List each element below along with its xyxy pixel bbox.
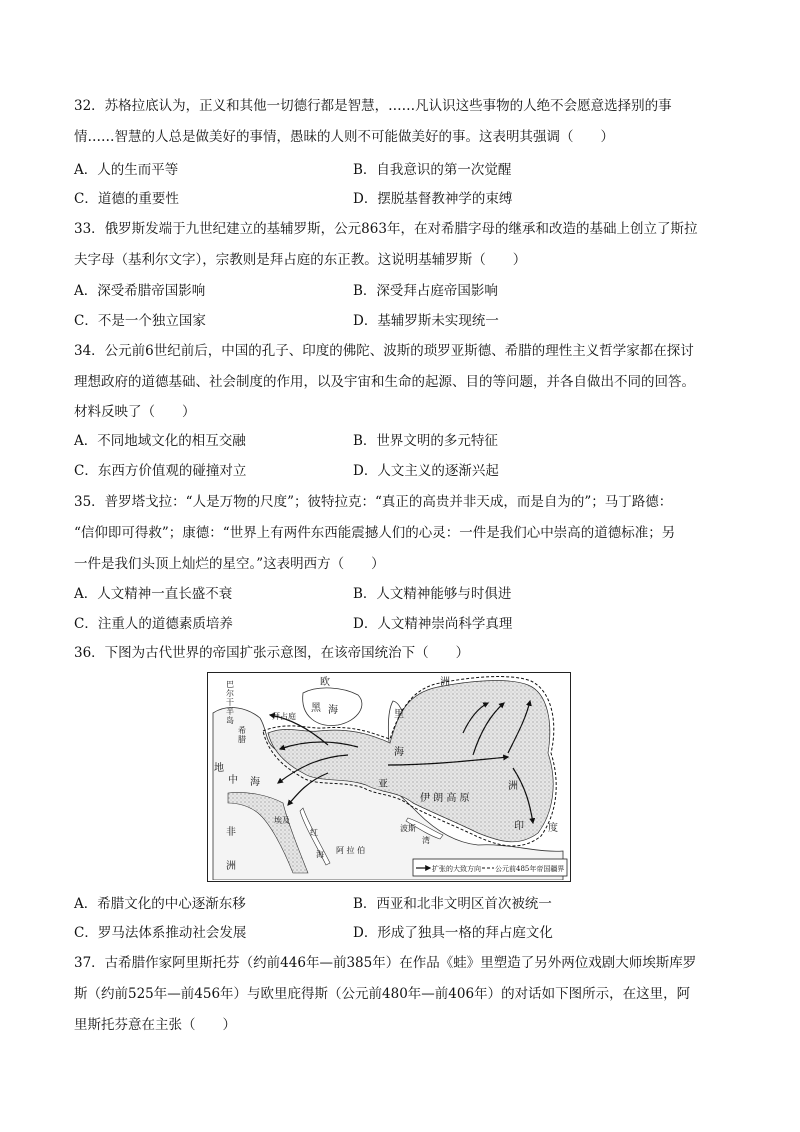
q34-line-3: 材料反映了（ ） [74,404,196,420]
label-balkan-1: 巴 [226,680,234,689]
q32-line-2: 情……智慧的人总是做美好的事情，愚昧的人则不可能做美好的事。这表明其强调（ ） [74,129,614,145]
label-black-sea-2: 海 [328,705,338,716]
legend-arrow-label: 扩张的大致方向 [432,865,481,873]
q37-line-2: 斯（约前525年—前456年）与欧里庇得斯（公元前480年—前406年）的对话如下图所示，在这里，阿 [74,986,691,1002]
q33-line-2: 夫字母（基利尔文字），宗教则是拜占庭的东正教。这说明基辅罗斯（ ） [74,252,527,268]
label-greece-2: 腊 [238,735,246,744]
q32-line-1: 32．苏格拉底认为，正义和其他一切德行都是智慧，……凡认识这些事物的人绝不会愿意选择别的事 [74,98,672,114]
q34-option-d[interactable]: D．人文主义的逐渐兴起 [353,463,499,479]
q37-line-1: 37．古希腊作家阿里斯托芬（约前446年—前385年）在作品《蛙》里塑造了另外两位戏剧大师埃斯库罗 [74,955,697,971]
label-black-sea-1: 黑 [311,703,321,714]
q35-line-2: “信仰即可得救”；康德：“世界上有两件东西能震撼人们的心灵：一件是我们心中崇高的道德标准；另 [74,525,676,541]
q32-option-b[interactable]: B．自我意识的第一次觉醒 [353,162,512,178]
legend-border-label: 公元前485年帝国疆界 [495,865,565,873]
q35-line-1: 35．普罗塔戈拉：“人是万物的尺度”；彼特拉克：“真正的高贵并非天成，而是自为的”；马丁路德： [74,494,673,510]
label-persian-gulf-2: 湾 [422,836,430,845]
label-balkan-2: 尔 [226,689,234,698]
label-africa-2: 洲 [226,861,236,872]
q34-option-a[interactable]: A．不同地域文化的相互交融 [74,433,246,449]
label-africa-1: 非 [226,827,236,838]
q36-option-b[interactable]: B．西亚和北非文明区首次被统一 [353,896,552,912]
label-med-1: 地 [214,763,224,774]
label-balkan-3: 干 [226,698,234,707]
q34-option-b[interactable]: B．世界文明的多元特征 [353,433,498,449]
label-byzantium: 拜占庭 [272,712,296,721]
label-red-sea-2: 海 [316,850,324,859]
label-greece-1: 希 [238,726,246,735]
q33-line-1: 33．俄罗斯发端于九世纪建立的基辅罗斯，公元863年，在对希腊字母的继承和改造的基础上创立了斯拉 [74,221,698,237]
q32-option-c[interactable]: C．道德的重要性 [74,191,179,207]
q33-option-c[interactable]: C．不是一个独立国家 [74,313,206,329]
label-med-2: 中 [228,775,238,786]
q33-option-d[interactable]: D．基辅罗斯未实现统一 [353,313,499,329]
q35-option-d[interactable]: D．人文精神崇尚科学真理 [353,616,513,632]
label-egypt: 埃及 [274,816,290,825]
q34-line-1: 34．公元前6世纪前后，中国的孔子、印度的佛陀、波斯的琐罗亚斯德、希腊的理性主义哲学家都在探讨 [74,343,694,359]
empire-expansion-map [207,672,571,882]
q33-option-a[interactable]: A．深受希腊帝国影响 [74,283,206,299]
label-red-sea-1: 红 [310,828,318,837]
q34-line-2: 理想政府的道德基础、社会制度的作用，以及宇宙和生命的起源、目的等问题，并各自做出不同的回答。 [74,374,695,390]
label-asia-1: 亚 [378,779,388,790]
label-iran: 伊 朗 高 原 [420,793,470,804]
label-caspian-1: 里 [394,709,404,720]
q34-option-c[interactable]: C．东西方价值观的碰撞对立 [74,463,247,479]
q36-line-1: 36．下图为古代世界的帝国扩张示意图，在该帝国统治下（ ） [74,645,470,661]
q36-option-d[interactable]: D．形成了独具一格的拜占庭文化 [353,925,553,941]
q35-option-c[interactable]: C．注重人的道德素质培养 [74,616,233,632]
label-india-2: 度 [548,823,558,834]
q35-option-a[interactable]: A．人文精神一直长盛不衰 [74,586,233,602]
label-arabia: 阿 拉 伯 [336,846,366,855]
q35-line-3: 一件是我们头顶上灿烂的星空。”这表明西方（ ） [74,556,385,572]
label-balkan-4: 半 [226,707,234,716]
q36-option-c[interactable]: C．罗马法体系推动社会发展 [74,925,247,941]
label-med-3: 海 [250,777,260,788]
label-caspian-2: 海 [394,747,404,758]
q32-option-a[interactable]: A．人的生而平等 [74,162,179,178]
q37-line-3: 里斯托芬意在主张（ ） [74,1017,236,1033]
q32-option-d[interactable]: D．摆脱基督教神学的束缚 [353,191,513,207]
label-europe-1: 欧 [320,677,330,688]
label-europe-2: 洲 [440,677,450,688]
label-asia-2: 洲 [508,781,518,792]
q36-option-a[interactable]: A．希腊文化的中心逐渐东移 [74,896,246,912]
label-india-1: 印 [514,821,524,832]
q33-option-b[interactable]: B．深受拜占庭帝国影响 [353,283,498,299]
q35-option-b[interactable]: B．人文精神能够与时俱进 [353,586,512,602]
label-persian-gulf-1: 波斯 [400,824,416,833]
label-balkan-5: 岛 [226,716,234,725]
